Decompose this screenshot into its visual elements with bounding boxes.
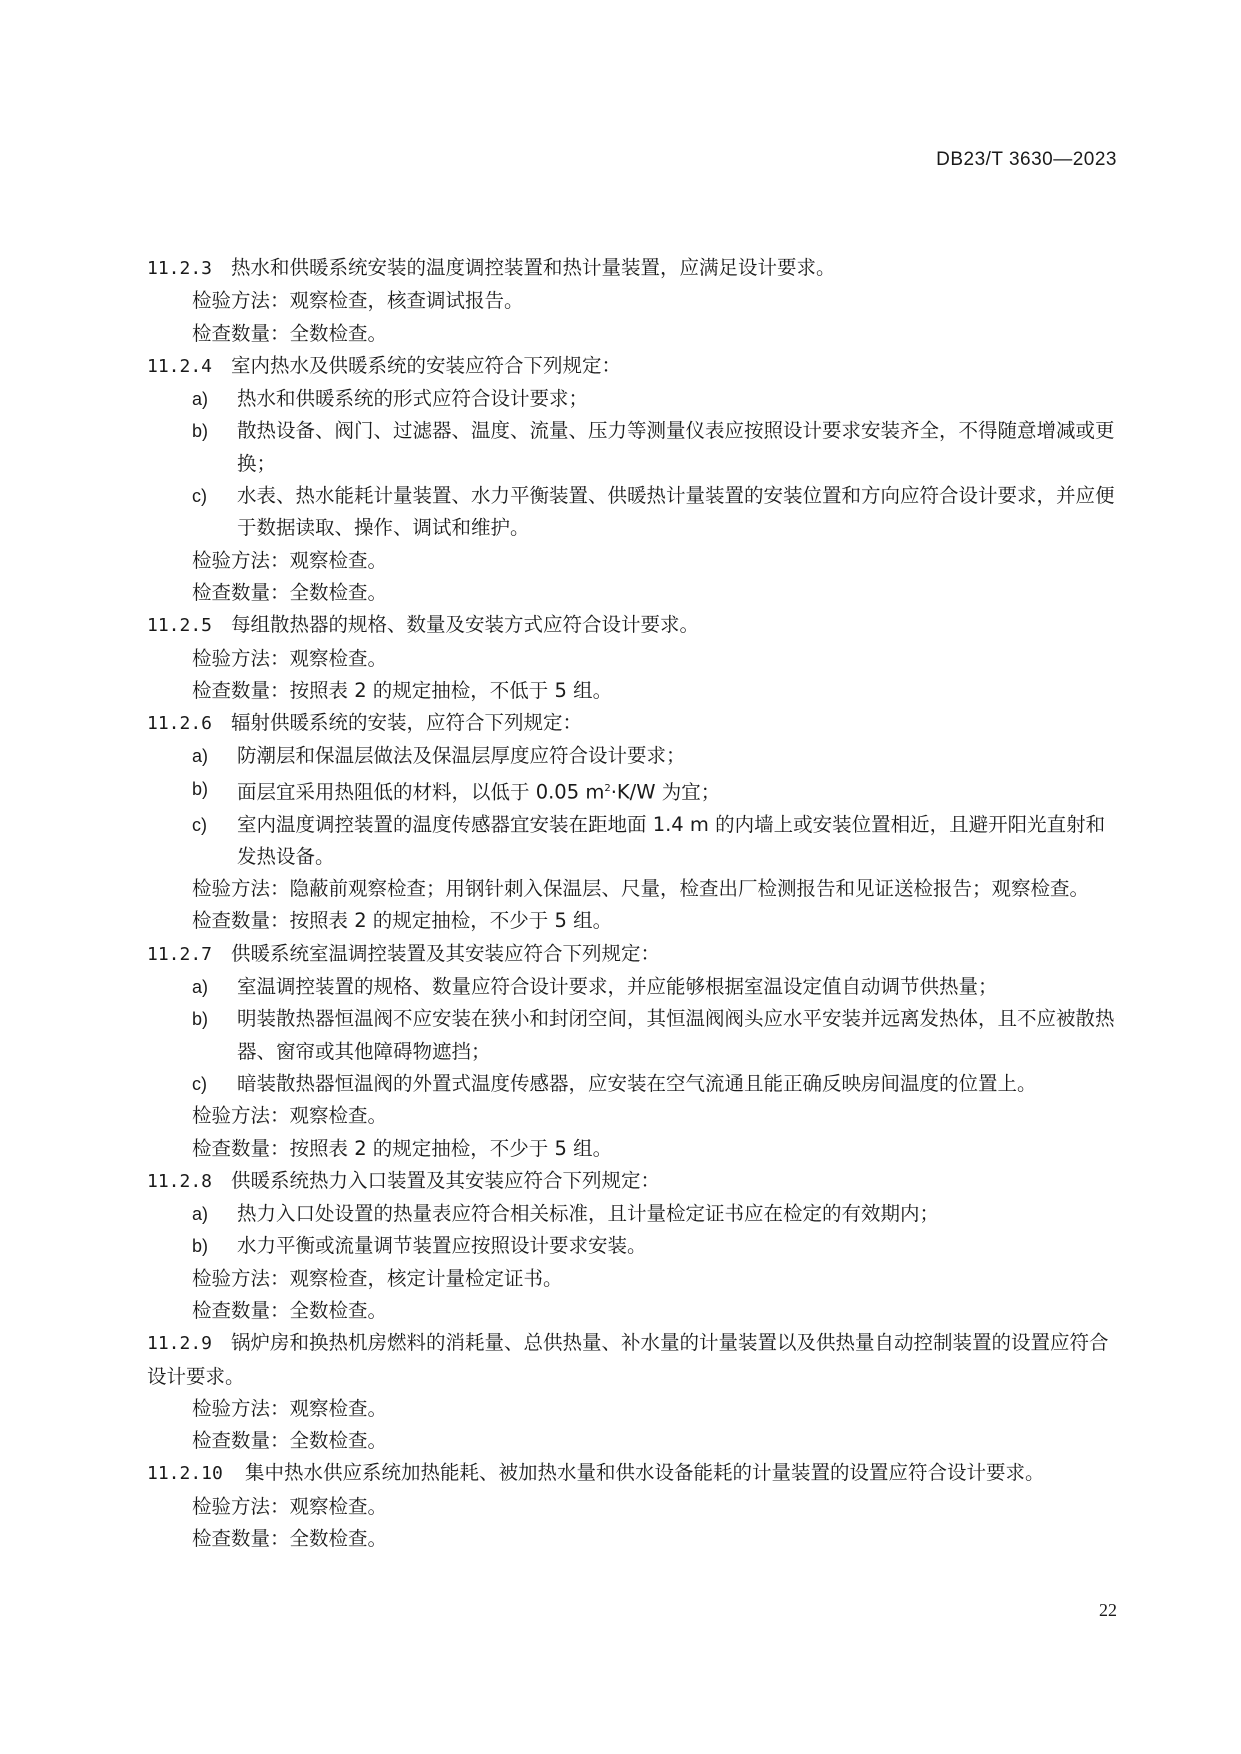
list-item xyxy=(147,971,1117,1003)
inspection-method: 检验方法：观察检查。 xyxy=(192,1104,388,1128)
text-segment: ·K/W 为宜； xyxy=(610,780,721,804)
clause-text: 室内热水及供暖系统的安装应符合下列规定： xyxy=(231,353,622,377)
clause-text: 热水和供暖系统安装的温度调控装置和热计量装置，应满足设计要求。 xyxy=(231,256,836,279)
clause-text: 集中热水供应系统加热能耗、被加热水量和供水设备能耗的计量装置的设置应符合设计要求。 xyxy=(245,1461,1045,1485)
list-marker: b) xyxy=(192,1236,209,1257)
clause-11-2-8 xyxy=(147,1165,1117,1198)
list-item xyxy=(147,809,1117,874)
list-item-text: 室温调控装置的规格、数量应符合设计要求，并应能够根据室温设定值自动调节供热量； xyxy=(237,975,998,999)
list-item-text: 热水和供暖系统的形式应符合设计要求； xyxy=(237,387,589,411)
clause-text: 辐射供暖系统的安装，应符合下列规定： xyxy=(231,711,583,735)
clause-11-2-7 xyxy=(147,938,1117,971)
inspection-quantity: 检查数量：全数检查。 xyxy=(192,1299,388,1322)
clause-number: 11.2.8 xyxy=(147,1170,213,1192)
list-marker: c) xyxy=(192,1073,207,1094)
list-marker: c) xyxy=(192,814,207,835)
list-item xyxy=(147,415,1117,480)
inspection-method: 检验方法：观察检查，核查调试报告。 xyxy=(192,289,524,313)
inspection-method: 检验方法：观察检查。 xyxy=(192,646,388,670)
clause-number: 11.2.3 xyxy=(147,258,213,279)
list-marker: b) xyxy=(192,1009,209,1030)
clause-number: 11.2.9 xyxy=(147,1333,213,1355)
document-body xyxy=(147,252,1117,1555)
list-item-text: 散热设备、阀门、过滤器、温度、流量、压力等测量仪表应按照设计要求安装齐全，不得随意增减或更换； xyxy=(237,419,1115,475)
list-item-text: 明装散热器恒温阀不应安装在狭小和封闭空间，其恒温阀阀头应水平安装并远离发热体，且不应被散热器、窗帘或其他障碍物遮挡； xyxy=(237,1007,1115,1063)
clause-11-2-6 xyxy=(147,707,1117,740)
inspection-method: 检验方法：观察检查。 xyxy=(192,1396,388,1420)
inspection-method: 检验方法：观察检查，核定计量检定证书。 xyxy=(192,1266,563,1290)
list-item-text: 水表、热水能耗计量装置、水力平衡装置、供暖热计量装置的安装位置和方向应符合设计要求，并应便于数据读取、操作、调试和维护。 xyxy=(237,484,1115,540)
clause-number: 11.2.5 xyxy=(147,615,213,637)
inspection-quantity: 检查数量：全数检查。 xyxy=(192,1527,388,1551)
clause-number: 11.2.6 xyxy=(147,713,213,735)
list-marker: c) xyxy=(192,486,207,507)
list-item xyxy=(147,1198,1117,1230)
list-item xyxy=(147,480,1117,545)
list-item xyxy=(147,1003,1117,1068)
clause-text: 供暖系统热力入口装置及其安装应符合下列规定： xyxy=(231,1168,661,1192)
text-segment: 面层宜采用热阻低的材料，以低于 0.05 m xyxy=(237,780,605,804)
standard-code-header: DB23/T 3630—2023 xyxy=(936,149,1117,170)
clause-number: 11.2.7 xyxy=(147,943,213,965)
superscript: 2 xyxy=(604,782,611,794)
inspection-method: 检验方法：隐蔽前观察检查；用钢针刺入保温层、尺量，检查出厂检测报告和见证送检报告；观察检查。 xyxy=(192,877,1090,901)
list-item-text xyxy=(237,773,1117,809)
inspection-quantity: 检查数量：全数检查。 xyxy=(192,580,388,604)
inspection-quantity: 检查数量：按照表 2 的规定抽检，不低于 5 组。 xyxy=(192,678,613,702)
list-item xyxy=(147,383,1117,415)
clause-text: 锅炉房和换热机房燃料的消耗量、总供热量、补水量的计量装置以及供热量自动控制装置的设置应符合设计要求。 xyxy=(147,1331,1109,1388)
list-marker: b) xyxy=(192,421,209,442)
inspection-quantity: 检查数量：全数检查。 xyxy=(192,321,388,345)
list-item-text: 防潮层和保温层做法及保温层厚度应符合设计要求； xyxy=(237,744,686,768)
clause-11-2-5 xyxy=(147,609,1117,642)
clause-number: 11.2.10 xyxy=(147,1463,223,1485)
inspection-method: 检验方法：观察检查。 xyxy=(192,548,388,572)
clause-text: 供暖系统室温调控装置及其安装应符合下列规定： xyxy=(231,941,661,965)
inspection-method: 检验方法：观察检查。 xyxy=(192,1494,388,1518)
list-marker: a) xyxy=(192,977,209,998)
list-item xyxy=(147,773,1117,809)
list-item-text: 暗装散热器恒温阀的外置式温度传感器，应安装在空气流通且能正确反映房间温度的位置上。 xyxy=(237,1071,1037,1095)
clause-11-2-3 xyxy=(147,252,1117,285)
inspection-quantity: 检查数量：按照表 2 的规定抽检，不少于 5 组。 xyxy=(192,909,613,933)
list-marker: a) xyxy=(192,1204,209,1225)
list-item-text: 室内温度调控装置的温度传感器宜安装在距地面 1.4 m 的内墙上或安装位置相近，且避开阳光直射和发热设备。 xyxy=(237,812,1106,868)
list-item xyxy=(147,740,1117,772)
clause-text: 每组散热器的规格、数量及安装方式应符合设计要求。 xyxy=(231,613,700,637)
list-item xyxy=(147,1068,1117,1100)
list-item xyxy=(147,1230,1117,1262)
list-marker: a) xyxy=(192,746,209,767)
inspection-quantity: 检查数量：全数检查。 xyxy=(192,1429,388,1453)
inspection-quantity: 检查数量：按照表 2 的规定抽检，不少于 5 组。 xyxy=(192,1136,613,1160)
list-item-text: 水力平衡或流量调节装置应按照设计要求安装。 xyxy=(237,1234,647,1258)
clause-11-2-4 xyxy=(147,350,1117,383)
list-marker: b) xyxy=(192,778,209,799)
clause-11-2-9 xyxy=(147,1327,1117,1393)
page-number: 22 xyxy=(1099,1600,1117,1620)
clause-number: 11.2.4 xyxy=(147,355,213,377)
clause-11-2-10 xyxy=(147,1457,1117,1490)
list-item-text: 热力入口处设置的热量表应符合相关标准，且计量检定证书应在检定的有效期内； xyxy=(237,1202,940,1226)
list-marker: a) xyxy=(192,389,209,410)
